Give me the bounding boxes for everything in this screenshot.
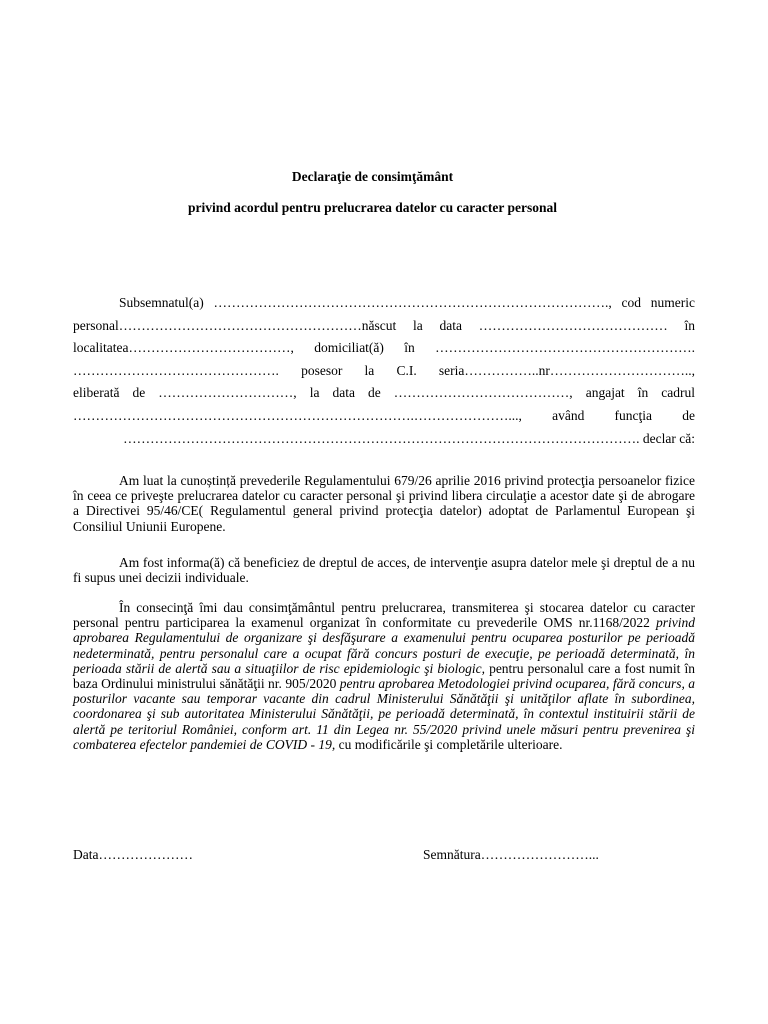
declaration-block [73, 292, 695, 450]
declaration-line: Subsemnatul(a) ……………………………………………………………………………., cod numeric [119, 295, 695, 310]
consent-text-part: pentru personalul care a fost numit în baza Ordinului ministrului sănătăţii nr. 905/2020 [73, 660, 695, 692]
consent-text-part: cu modificările şi completările ulterioare. [335, 736, 563, 752]
paragraph-rights: Am fost informa(ă) că beneficiez de dreptul de acces, de intervenţie asupra datelor mele şi dreptul de a nu fi supus unei decizii individuale. [73, 555, 695, 586]
consent-text-italic: privind aprobarea Regulamentului de organizare şi desfăşurare a examenului pentru ocuparea posturilor pe perioadă nedeterminată, pentru personalul care a ocupat fără concurs posturi de execuţie, pe perioadă determinată, în perioada stării de alertă sau a situaţiilor de risc epidemiologic şi biologic, [73, 615, 695, 676]
signature-field: Semnătura……………………... [423, 847, 599, 862]
declaration-line: personal………………………………………………născut la data …………………………………… în [73, 317, 695, 333]
document-title: Declaraţie de consimţământ [291, 169, 454, 184]
declaration-line: ……………………………………………………………………………………………………. declar că: [123, 430, 695, 446]
declaration-line: ………………………………………………………………….…………………..., având funcţia de [73, 407, 695, 423]
paragraph-consent [73, 600, 695, 752]
consent-text-part: În consecinţă îmi dau consimţământul pentru prelucrarea, transmiterea şi stocarea datelor cu caracter personal pentru participarea la examenul organizat în conformitate cu prevederile OMS nr.1168/2022 [73, 600, 695, 631]
declaration-line: eliberată de …………………………, la data de …………………………………, angajat în cadrul [73, 385, 695, 401]
consent-text-italic: pentru aprobarea Metodologiei privind ocuparea, fără concurs, a posturilor vacante sau temporar vacante din cadrul Ministerului Sănătăţii şi unităţilor aflate în subordinea, coordonarea şi sub autoritatea Ministerului Sănătăţii, pe perioadă determinată, în contextul instituirii stării de alertă pe teritoriul României, conform art. 11 din Legea nr. 55/2020 privind unele măsuri pentru prevenirea şi combaterea efectelor pandemiei de COVID - 19, [73, 676, 695, 752]
declaration-line: ………………………………………. posesor la C.I. seria……………..nr………………………….., [73, 362, 695, 378]
date-field: Data………………… [73, 847, 193, 862]
document-subtitle: privind acordul pentru prelucrarea datelor cu caracter personal [187, 200, 558, 215]
declaration-line: localitatea………………………………, domiciliat(ă) în …………………………………………………. [73, 340, 695, 356]
paragraph-regulation: Am luat la cunoștință prevederile Regulamentului 679/26 aprilie 2016 privind protecţia persoanelor fizice în ceea ce priveşte prelucrarea datelor cu caracter personal şi privind libera circulaţie a acestor date şi de abrogare a Directivei 95/46/CE( Regulamentul general privind protecţia datelor) adoptat de Parlamentul European şi Consiliul Uniunii Europene. [73, 473, 695, 534]
